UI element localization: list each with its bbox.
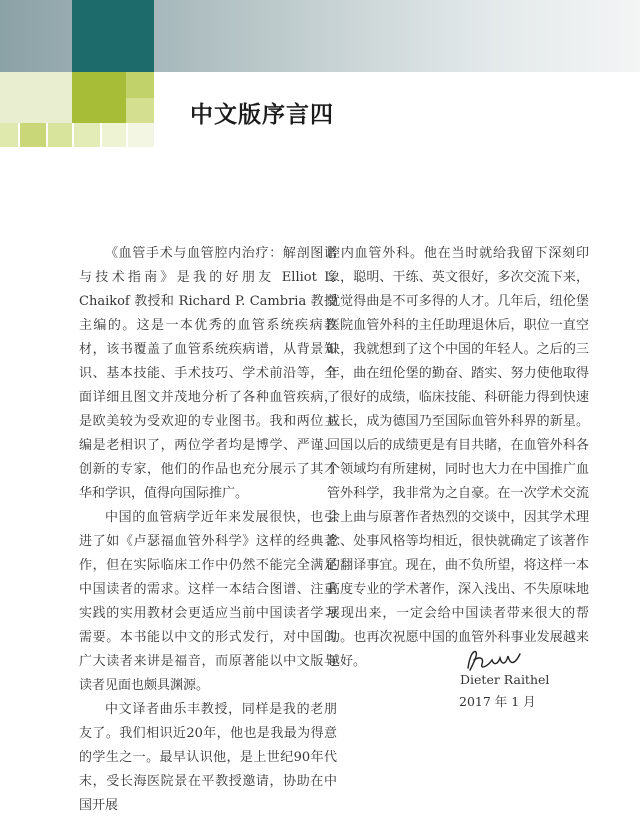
- page-title: 中文版序言四: [190, 102, 334, 128]
- signature-date: 2017 年 1 月: [459, 694, 536, 709]
- paragraph: 腔内血管外科。他在当时就给我留下深刻印象，聪明、干练、英文很好，多次交流下来，就觉得曲是不可多得的人才。几年后，纽伦堡医院血管外科的主任助理退休后，职位一直空缺，我就想到了这个中国的年轻人。之后的三年，曲在纽伦堡的勤奋、踏实、努力使他取得了很好的成绩，临床技能、科研能力得到快速成长，成为德国乃至国际血管外科界的新星。回国以后的成绩更是有目共睹，在血管外科各个领域均有所建树，同时也大力在中国推广血管外科学，我非常为之自豪。在一次学术交流会上曲与原著作者热烈的交谈中，因其学术理念、处事风格等均相近，很快就确定了该著作的翻译事宜。现在，曲不负所望，将这样一本高度专业的学术著作，深入浅出、不失原味地展现出来，一定会给中国读者带来很大的帮助。也再次祝愿中国的血管外科事业发展越来越好。: [327, 246, 589, 669]
- decor-tile: [20, 123, 46, 147]
- decor-tile: [128, 123, 154, 147]
- decor-tile: [0, 123, 18, 147]
- decor-tile: [0, 72, 72, 123]
- decorative-block-dark: [72, 0, 154, 72]
- decor-tile: [48, 123, 72, 147]
- paragraph: 中文译者曲乐丰教授，同样是我的老朋友了。我们相识近20年，他也是我最为得意的学生之一。最早认识他，是上世纪90年代末，受长海医院景在平教授邀请，协助在中国开展: [79, 702, 337, 813]
- decor-tile: [74, 123, 100, 147]
- decor-tile: [126, 98, 154, 123]
- paragraph: 中国的血管病学近年来发展很快，也引进了如《卢瑟福血管外科学》这样的经典著作，但在实际临床工作中仍然不能完全满足中国读者的需求。这样一本结合图谱、注重实践的实用教材会更适应当前中国读者学习需要。本书能以中文的形式发行，对中国的广大读者来讲是福音，而原著能以中文版与读者见面也颇具渊源。: [79, 510, 337, 693]
- text-column-left: [79, 242, 337, 818]
- decor-tile: [102, 123, 126, 147]
- paragraph: 《血管手术与血管腔内治疗：解剖图谱与技术指南》是我的好朋友 Elliot L. Chaikof 教授和 Richard P. Cambria 教授主编的。这是一本优秀的血管系统疾病教材，该书覆盖了血管系统疾病谱，从背景知识、基本技能、手术技巧、学术前沿等，全面详细且图文并茂地分析了各种血管疾病，是欧美较为受欢迎的专业图书。我和两位主编是老相识了，两位学者均是博学、严谨、创新的专家，他们的作品也充分展示了其才华和学识，值得向国际推广。: [79, 246, 337, 501]
- decorative-block-green: [72, 72, 126, 123]
- signature-name: Dieter Raithel: [460, 672, 550, 687]
- decor-tile: [126, 72, 154, 98]
- text-column-right: [327, 242, 589, 674]
